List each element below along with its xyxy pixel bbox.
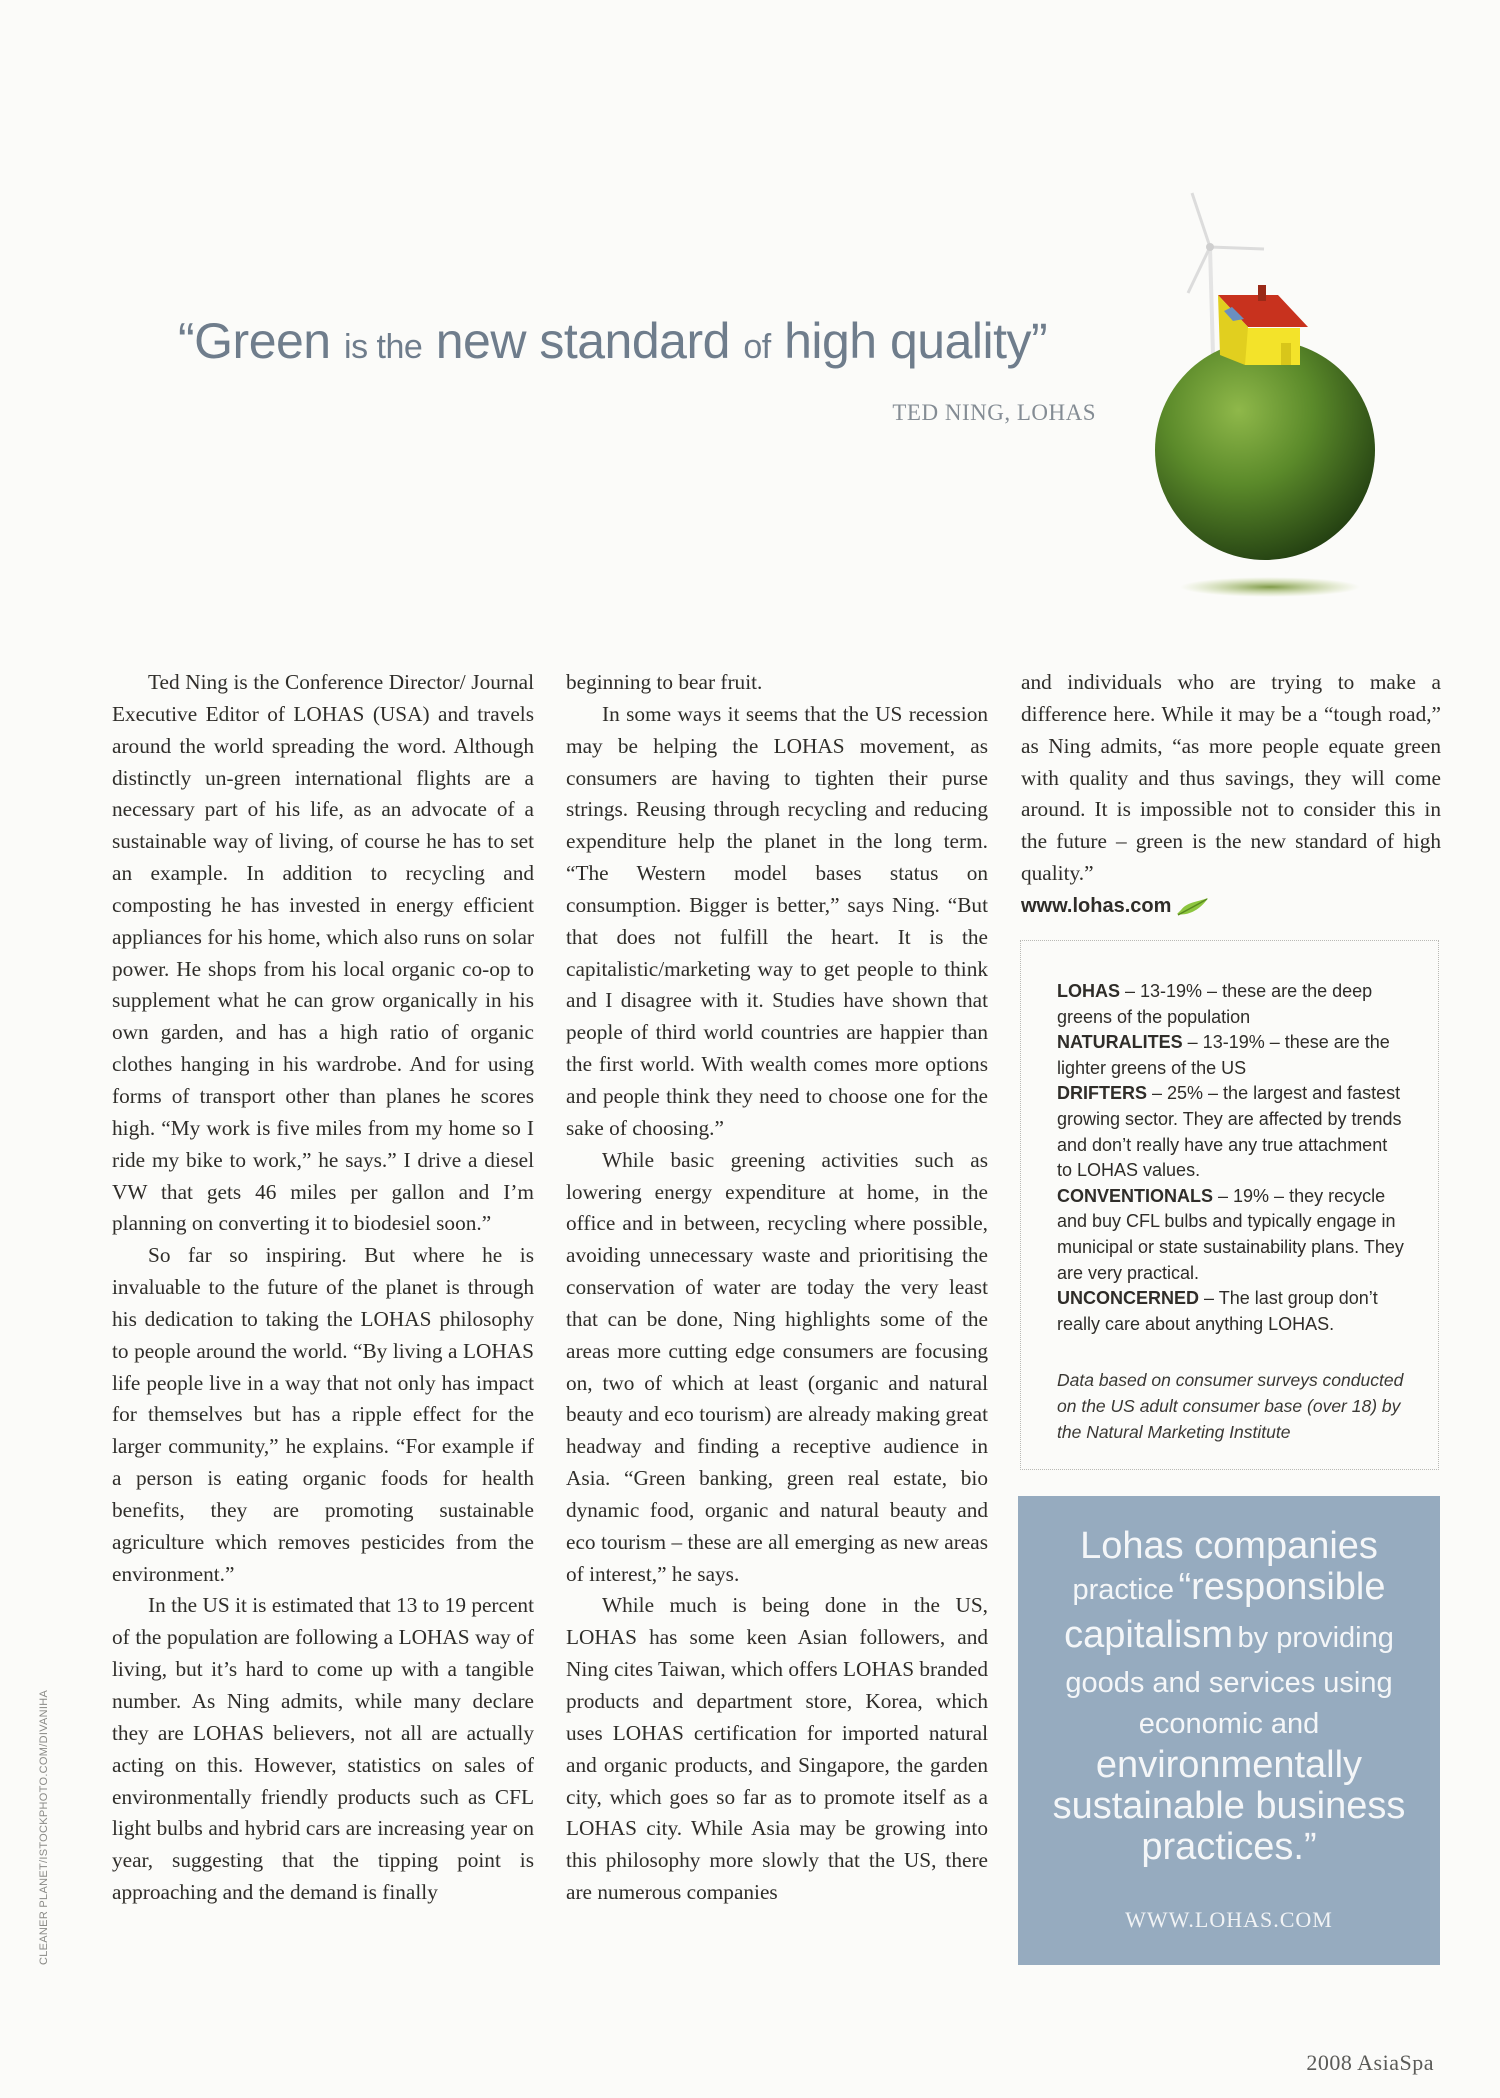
article-paragraph: So far so inspiring. But where he is invaluable to the future of the planet is through his dedication to taking the LOHAS philosophy to people around the world. “By living a LOHAS life people live in a way that not only has impact for themselves but has a ripple effect for the larger community,” he explains. “For example if a person is eating organic foods for health benefits, they are promoting sustainable agriculture which removes pesticides from the environment.” [112, 1243, 534, 1586]
article-column-3 [1021, 667, 1441, 923]
promo-word: capitalism [1064, 1614, 1234, 1656]
promo-line [1032, 1567, 1426, 1615]
segment-label: CONVENTIONALS [1057, 1185, 1214, 1206]
promo-quote-box [1018, 1496, 1440, 1965]
photo-credit: CLEANER PLANET/ISTOCKPHOTO.COM/DIVANIHA [38, 1689, 50, 1965]
promo-line: practices.” [1141, 1826, 1317, 1868]
segment-conventionals [1057, 1184, 1404, 1286]
article-paragraph: While basic greening activities such as lowering energy expenditure at home, in the office and in between, recycling where possible, avoiding unnecessary waste and prioritising the conservation of water are today the very least that can be done, Ning highlights some of the areas more cutting edge consumers are focusing on, two of which at least (organic and natural beauty and eco tourism) are already making great headway and finding a receptive audience in Asia. “Green banking, green real estate, bio dynamic food, organic and natural beauty and eco tourism – these are all emerging as new areas of interest,” he says. [566, 1147, 988, 1586]
promo-line: environmentally [1095, 1744, 1363, 1786]
green-globe-house-illustration [1140, 185, 1380, 605]
lohas-website-link[interactable]: www.lohas.com [1021, 894, 1172, 917]
data-source-note: Data based on consumer surveys conducted on the US adult consumer base (over 18) by the Natural Marketing Institute [1057, 1370, 1404, 1443]
segment-drifters [1057, 1081, 1404, 1183]
house-icon [1218, 285, 1308, 365]
pull-quote [178, 312, 1058, 370]
promo-word: “responsible [1178, 1566, 1386, 1608]
segment-label: DRIFTERS [1057, 1083, 1147, 1104]
promo-word: practice [1072, 1574, 1175, 1606]
promo-line: economic and [1138, 1708, 1320, 1740]
segment-unconcerned [1057, 1286, 1404, 1337]
segment-lohas [1057, 979, 1404, 1030]
pull-quote-open: “Green [178, 313, 331, 369]
leaf-icon [1175, 896, 1211, 918]
article-column-2 [566, 667, 988, 1909]
article-paragraph: and individuals who are trying to make a difference here. While it may be a “tough road,” as Ning admits, “as more people equate green with quality and thus savings, they will come around. It is impossible not to consider this in the future – green is the new standard of high quality.” [1021, 670, 1441, 886]
segment-naturalites [1057, 1030, 1404, 1081]
article-paragraph: While much is being done in the US, LOHAS has some keen Asian followers, and Ning cites Taiwan, which offers LOHAS branded products and department store, Korea, which uses LOHAS certification for imported natural and organic products, and Singapore, the garden city, which goes so far as to promote itself as a LOHAS city. While Asia may be growing into this philosophy more slowly that the US, there are numerous companies [566, 1593, 988, 1905]
article-column-1 [112, 667, 534, 1909]
promo-line [1032, 1615, 1426, 1663]
pull-quote-of: of [743, 328, 771, 366]
article-paragraph: beginning to bear fruit. [566, 670, 763, 694]
pull-quote-is-the: is the [344, 328, 423, 366]
grass-globe [1155, 340, 1375, 560]
article-paragraph: Ted Ning is the Conference Director/ Journal Executive Editor of LOHAS (USA) and travels around the world spreading the word. Although distinctly un-green international flights are a necessary part of his life, as an advocate of a sustainable way of living, of course he has to set an example. In addition to recycling and composting he has invested in energy efficient appliances for his home, which also runs on solar power. He shops from his local organic co-op to supplement what he can grow organically in his own garden, and has a high ratio of organic clothes hanging in his wardrobe. And for using forms of transport other than planes he scores high. “My work is five miles from my home so I ride my bike to work,” he says.” I drive a diesel VW that gets 46 miles per gallon and I’m planning on converting it to biodesiel soon.” [112, 670, 534, 1236]
segment-text: – The last group don’t really care about anything LOHAS. [1057, 1288, 1378, 1334]
segment-label: NATURALITES [1057, 1032, 1183, 1053]
quote-attribution: TED NING, LOHAS [892, 400, 1096, 425]
segment-label: LOHAS [1057, 981, 1120, 1001]
segment-text: – 19% – they recycle and buy CFL bulbs and typically engage in municipal or state sustainability plans. They are very practical. [1057, 1185, 1404, 1283]
globe-shadow [1180, 577, 1360, 597]
segment-text: – 25% – the largest and fastest growing sector. They are affected by trends and don’t really have any true attachment to LOHAS values. [1057, 1083, 1402, 1181]
promo-line: sustainable business [1052, 1785, 1406, 1827]
promo-line: Lohas companies [1080, 1525, 1378, 1567]
consumer-segments-box [1020, 940, 1439, 1470]
article-paragraph: In some ways it seems that the US recession may be helping the LOHAS movement, as consumers are having to tighten their purse strings. Reusing through recycling and reducing expenditure help the planet in the long term. “The Western model bases status on consumption. Bigger is better,” says Ning. “But that does not fulfill the heart. It is the capitalistic/marketing way to get people to think and I disagree with it. Studies have shown that people of third world countries are happier than the first world. With wealth comes more options and people think they need to choose one for the sake of choosing.” [566, 701, 988, 1140]
website-line [1021, 890, 1441, 923]
pull-quote-new-standard: new standard [435, 313, 730, 369]
page-folio: 2008 AsiaSpa [1306, 2050, 1434, 2075]
segment-label: UNCONCERNED [1057, 1288, 1200, 1309]
promo-line: goods and services using [1065, 1667, 1393, 1699]
segment-text: – 13-19% – these are the lighter greens of the US [1057, 1032, 1390, 1078]
pull-quote-high-quality: high quality” [784, 313, 1048, 369]
segment-text: – 13-19% – these are the deep greens of the population [1057, 981, 1373, 1027]
article-paragraph: In the US it is estimated that 13 to 19 percent of the population are following a LOHAS way of living, but it’s hard to come up with a tangible number. As Ning admits, while many declare they are LOHAS believers, not all are actually acting on this. However, statistics on sales of environmentally friendly products such as CFL light bulbs and hybrid cars are increasing year on year, suggesting that the tipping point is approaching and the demand is finally [112, 1593, 534, 1905]
promo-url[interactable]: WWW.LOHAS.COM [1125, 1907, 1333, 1932]
promo-word: by providing [1237, 1622, 1394, 1654]
